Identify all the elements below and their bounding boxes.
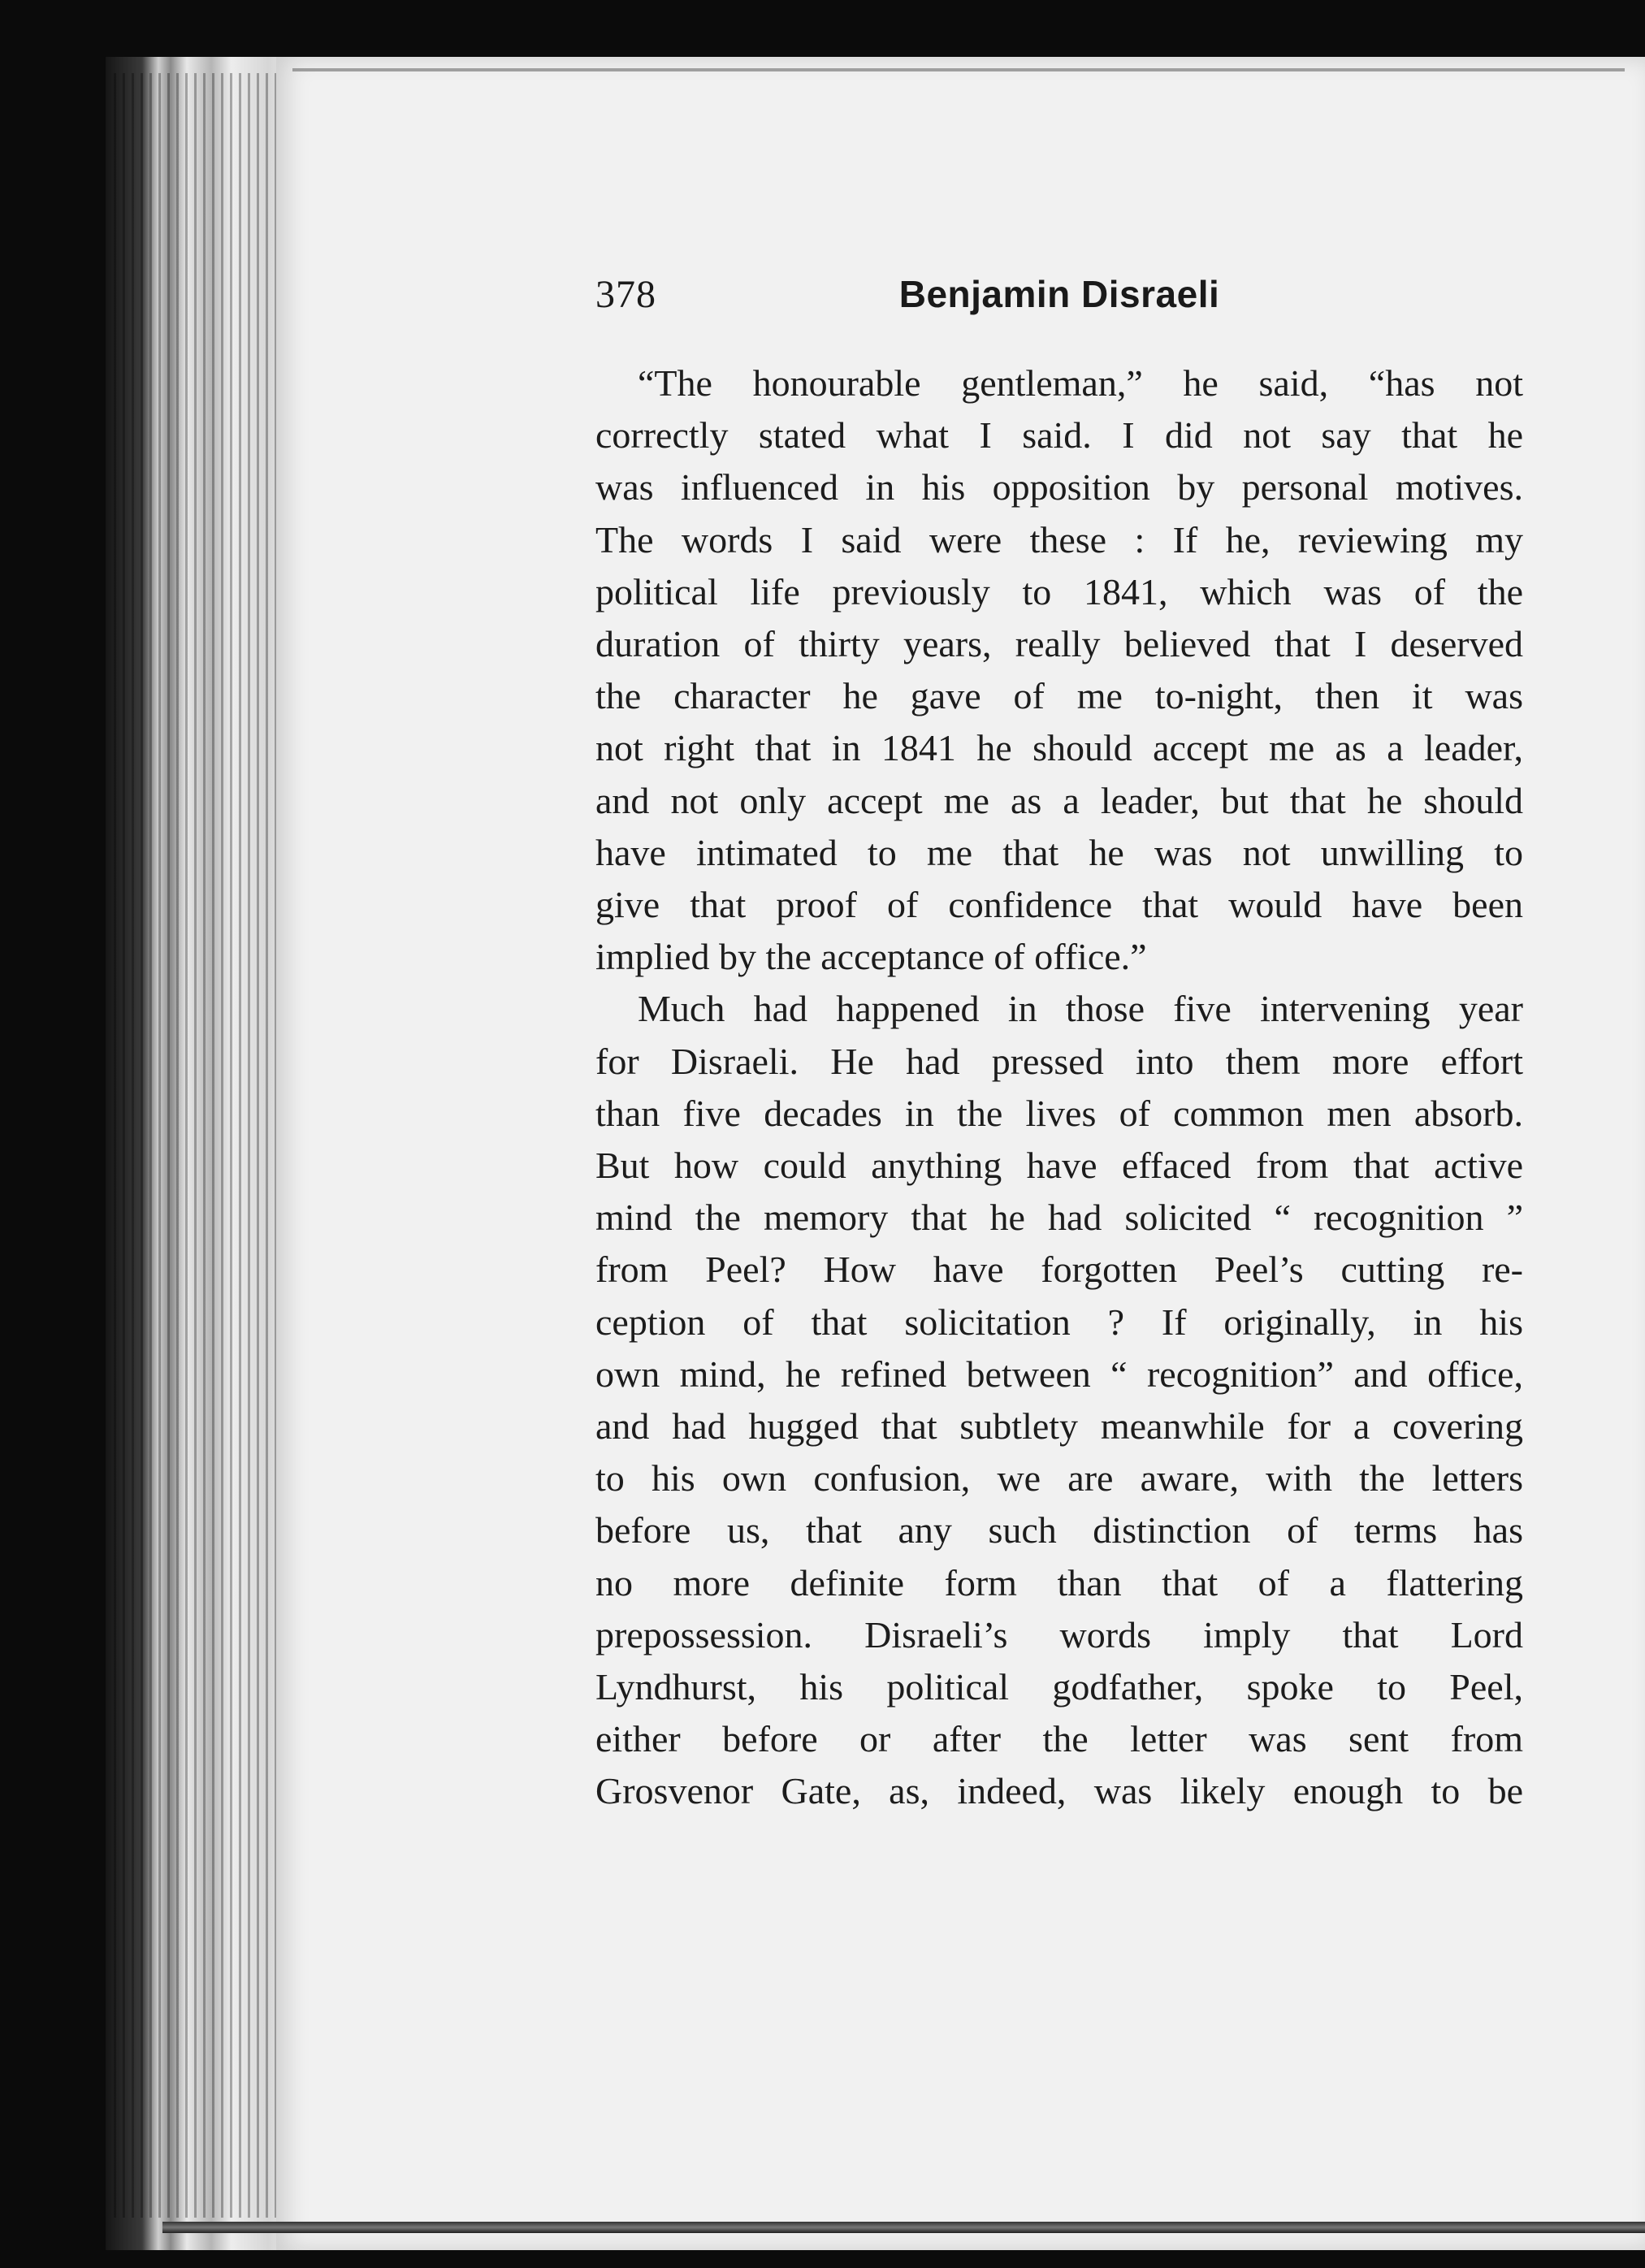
text-line: The words I said were these : If he, reviewing my [595, 518, 1523, 561]
text-line: mind the memory that he had solicited “ recognition ” [595, 1197, 1523, 1239]
text-line: have intimated to me that he was not unwilling to [595, 831, 1523, 873]
text-line: from Peel? How have forgotten Peel’s cutting re- [595, 1249, 1523, 1291]
text-line: “The honourable gentleman,” he said, “has not [638, 362, 1523, 404]
running-title: Benjamin Disraeli [898, 273, 1220, 315]
text-line: for Disraeli. He had pressed into them more effort [595, 1040, 1523, 1082]
text-line: Lyndhurst, his political godfather, spoke to Peel, [595, 1666, 1523, 1708]
text-line: implied by the acceptance of office.” [595, 936, 1147, 978]
paragraph-1 [595, 357, 1523, 983]
text-line: was influenced in his opposition by personal motives. [595, 466, 1523, 509]
text-line: give that proof of confidence that would have been [595, 884, 1523, 926]
text-line: not right that in 1841 he should accept me as a leader, [595, 727, 1523, 769]
page-stack-edges [114, 73, 276, 2218]
page-number: 378 [595, 273, 656, 316]
top-page-edge [292, 68, 1625, 71]
text-line: than five decades in the lives of common men absorb. [595, 1092, 1523, 1134]
text-line: before us, that any such distinction of terms has [595, 1509, 1523, 1552]
text-line: the character he gave of me to-night, then it was [595, 675, 1523, 717]
text-line: and had hugged that subtlety meanwhile for a covering [595, 1405, 1523, 1448]
text-line: to his own confusion, we are aware, with the letters [595, 1457, 1523, 1500]
body-text [595, 357, 1523, 1818]
text-line: and not only accept me as a leader, but that he should [595, 779, 1523, 821]
text-line: no more definite form than that of a flattering [595, 1561, 1523, 1604]
bottom-page-edge [162, 2222, 1645, 2233]
text-line: prepossession. Disraeli’s words imply that Lord [595, 1613, 1523, 1656]
text-line: Much had happened in those five intervening year [638, 988, 1523, 1030]
text-line: But how could anything have effaced from that active [595, 1145, 1523, 1187]
text-line: Grosvenor Gate, as, indeed, was likely enough to be [595, 1770, 1523, 1812]
text-line: correctly stated what I said. I did not say that he [595, 414, 1523, 457]
text-line: own mind, he refined between “ recognition” and office, [595, 1353, 1523, 1395]
text-line: ception of that solicitation ? If originally, in his [595, 1301, 1523, 1343]
text-line: political life previously to 1841, which was of the [595, 570, 1523, 612]
text-line: duration of thirty years, really believed that I deserved [595, 623, 1523, 665]
paragraph-2 [595, 983, 1523, 1817]
text-line: either before or after the letter was sent from [595, 1718, 1523, 1760]
page-header [595, 272, 1523, 329]
